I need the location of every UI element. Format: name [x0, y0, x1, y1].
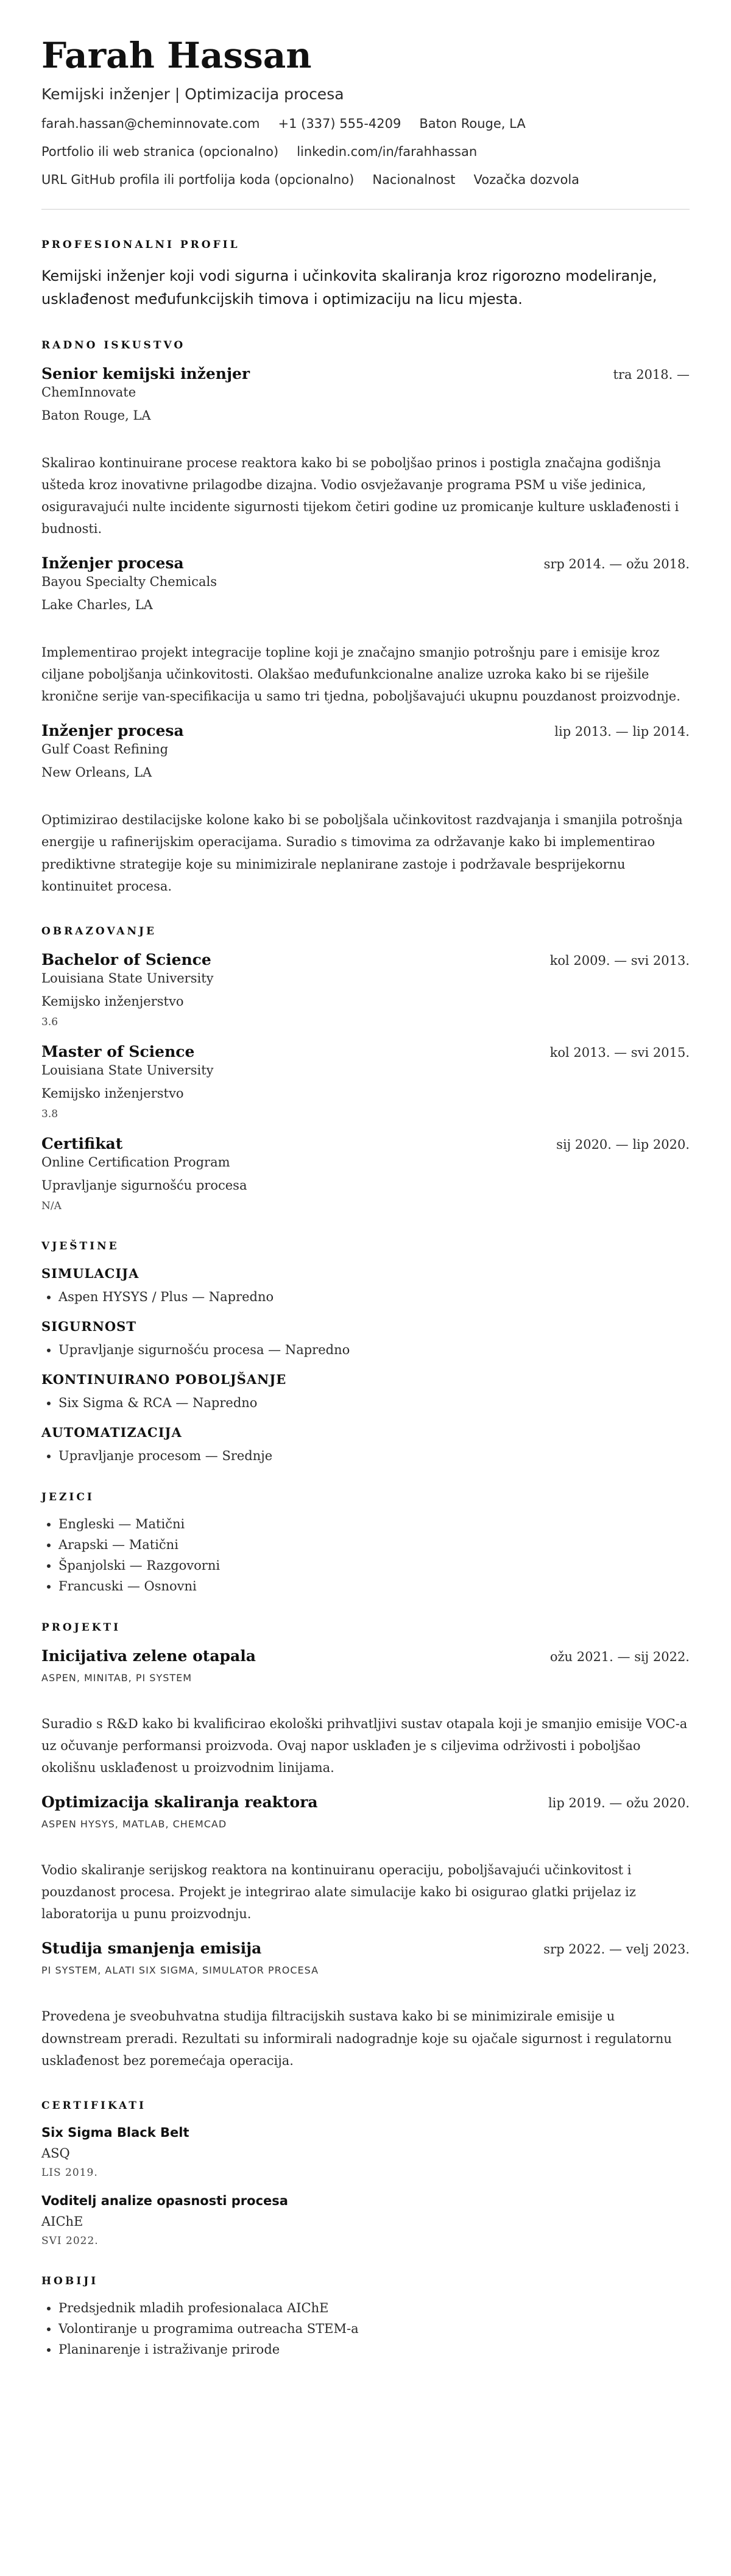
certificate-date: LIS 2019.: [41, 2166, 98, 2179]
skill-item: • Six Sigma & RCA — Napredno: [58, 1396, 690, 1410]
skill-category: AUTOMATIZACIJA: [41, 1424, 182, 1440]
degree-title: Certifikat: [41, 1134, 123, 1152]
job-dates: lip 2013. — lip 2014.: [554, 724, 690, 739]
degree-school: Online Certification Program: [41, 1154, 230, 1170]
job-description: Skalirao kontinuirane procese reaktora kako bi se poboljšao prinos i postigla značajna godišnja ušteda kroz inovativne prilagodbe dizajna. Vodio osvježavanje programa PSM u više jedinica, osiguravajući nulte incidente sigurnosti tijekom četiri godine uz promicanje kulture usklađenosti i budnosti.: [41, 455, 679, 536]
certificates-section: [41, 2100, 690, 2247]
project-dates: lip 2019. — ožu 2020.: [548, 1796, 690, 1811]
profile-section: [41, 239, 690, 311]
language-item: • Španjolski — Razgovorni: [58, 1558, 690, 1573]
project-tech: ASPEN, MINITAB, PI SYSTEM: [41, 1671, 192, 1684]
degree-field: Upravljanje sigurnošću procesa: [41, 1177, 247, 1193]
certificate-date: SVI 2022.: [41, 2234, 99, 2247]
profile-section-title: PROFESIONALNI PROFIL: [41, 238, 240, 251]
contact-location: Baton Rouge, LA: [419, 116, 526, 131]
hobby-list: [41, 2301, 690, 2357]
language-list: [41, 1517, 690, 1593]
project-tech: PI SYSTEM, ALATI SIX SIGMA, SIMULATOR PROCESA: [41, 1964, 319, 1977]
job-company: ChemInnovate: [41, 384, 136, 400]
contact-nationality: Nacionalnost: [372, 172, 456, 187]
contact-linkedin[interactable]: linkedin.com/in/farahhassan: [297, 144, 478, 159]
project-name: Studija smanjenja emisija: [41, 1939, 262, 1958]
degree-gpa: 3.8: [41, 1107, 58, 1120]
experience-section: [41, 339, 690, 897]
certificates-section-title: CERTIFIKATI: [41, 2099, 146, 2112]
project-description: Vodio skaliranje serijskog reaktora na kontinuiranu operaciju, poboljšavajući učinkovitost i pouzdanost procesa. Projekt je integrirao alate simulacije kako bi osigurao glatki prijelaz iz laboratorija u punu proizvodnju.: [41, 1863, 636, 1922]
certificate-issuer: ASQ: [41, 2145, 70, 2161]
skill-item: • Upravljanje sigurnošću procesa — Napredno: [58, 1343, 690, 1357]
degree-title: Master of Science: [41, 1042, 195, 1060]
job-dates: tra 2018. —: [613, 367, 690, 382]
education-entry: [41, 1135, 690, 1212]
experience-entry: [41, 722, 690, 897]
skills-section: [41, 1240, 690, 1463]
languages-section: [41, 1491, 690, 1593]
certificate-entry: [41, 2193, 690, 2247]
project-description: Suradio s R&D kako bi kvalificirao ekološki prihvatljivi sustav otapala koji je smanjio emisije VOC-a uz očuvanje performansi proizvoda. Ovaj napor usklađen je s ciljevima održivosti i poboljšao okolišnu usklađenost u proizvodnim linijama.: [41, 1716, 688, 1775]
project-dates: ožu 2021. — sij 2022.: [549, 1649, 690, 1664]
certificate-name: Six Sigma Black Belt: [41, 2125, 189, 2140]
project-tech: ASPEN HYSYS, MATLAB, CHEMCAD: [41, 1818, 227, 1830]
education-entry: [41, 1043, 690, 1120]
skill-list: [41, 1396, 690, 1410]
education-section-title: OBRAZOVANJE: [41, 925, 157, 937]
hobby-item: • Planinarenje i istraživanje prirode: [58, 2342, 690, 2357]
contact-drivers-license: Vozačka dozvola: [473, 172, 580, 187]
job-company: Gulf Coast Refining: [41, 742, 169, 757]
contact-row-extra: [41, 172, 690, 187]
degree-gpa: N/A: [41, 1199, 62, 1212]
job-description: Implementirao projekt integracije topline koji je značajno smanjio potrošnju pare i emisije kroz ciljane poboljšanja učinkovitosti. Olakšao međufunkcionalne analize uzroka kako bi se riješile kronične serije van-specifikacija u samo tri tjedna, poboljšavajući ukupnu pouzdanost proizvodnje.: [41, 645, 680, 704]
projects-section-title: PROJEKTI: [41, 1621, 121, 1634]
skill-list: [41, 1343, 690, 1357]
education-entry: [41, 951, 690, 1028]
contact-portfolio[interactable]: Portfolio ili web stranica (opcionalno): [41, 144, 279, 159]
contact-email[interactable]: farah.hassan@cheminnovate.com: [41, 116, 260, 131]
job-title: Senior kemijski inženjer: [41, 364, 250, 383]
contact-github[interactable]: URL GitHub profila ili portfolija koda (opcionalno): [41, 172, 355, 187]
degree-field: Kemijsko inženjerstvo: [41, 1085, 184, 1101]
job-description: Optimizirao destilacijske kolone kako bi se poboljšala učinkovitost razdvajanja i smanjila potrošnja energije u rafinerijskim operacijama. Suradio s timovima za održavanje kako bi implementirao prediktivne strategije koje su minimizirale neplanirane zastoje i podržavale besprijekornu kontinuitet procesa.: [41, 813, 683, 894]
degree-dates: kol 2009. — svi 2013.: [549, 953, 690, 968]
degree-dates: sij 2020. — lip 2020.: [556, 1137, 690, 1152]
hobby-item: • Predsjednik mladih profesionalaca AIChE: [58, 2301, 690, 2315]
job-company: Bayou Specialty Chemicals: [41, 574, 217, 590]
experience-entry: [41, 365, 690, 540]
hobbies-section-title: HOBIJI: [41, 2274, 99, 2287]
certificate-issuer: AIChE: [41, 2214, 83, 2229]
skill-item: • Aspen HYSYS / Plus — Napredno: [58, 1290, 690, 1304]
language-item: • Francuski — Osnovni: [58, 1579, 690, 1593]
projects-section: [41, 1621, 690, 2072]
skill-list: [41, 1290, 690, 1304]
degree-school: Louisiana State University: [41, 1062, 214, 1078]
job-location: Baton Rouge, LA: [41, 408, 151, 423]
skills-section-title: VJEŠTINE: [41, 1240, 119, 1252]
skill-category: KONTINUIRANO POBOLJŠANJE: [41, 1371, 287, 1387]
degree-field: Kemijsko inženjerstvo: [41, 993, 184, 1009]
project-name: Optimizacija skaliranja reaktora: [41, 1793, 318, 1812]
header-divider: [41, 209, 690, 210]
project-name: Inicijativa zelene otapala: [41, 1646, 256, 1665]
job-location: New Orleans, LA: [41, 765, 152, 780]
project-entry: [41, 1793, 690, 1925]
project-entry: [41, 1939, 690, 2071]
certificate-entry: [41, 2125, 690, 2179]
skill-list: [41, 1449, 690, 1463]
language-item: • Engleski — Matični: [58, 1517, 690, 1531]
experience-section-title: RADNO ISKUSTVO: [41, 339, 186, 351]
skill-category: SIMULACIJA: [41, 1265, 139, 1281]
hobby-item: • Volontiranje u programima outreacha STEM-a: [58, 2321, 690, 2336]
degree-school: Louisiana State University: [41, 970, 214, 986]
education-section: [41, 925, 690, 1212]
candidate-tagline: Kemijski inženjer | Optimizacija procesa: [41, 85, 344, 103]
job-title: Inženjer procesa: [41, 554, 184, 573]
degree-title: Bachelor of Science: [41, 950, 211, 969]
experience-entry: [41, 554, 690, 707]
job-dates: srp 2014. — ožu 2018.: [543, 557, 690, 572]
project-dates: srp 2022. — velj 2023.: [543, 1942, 690, 1957]
languages-section-title: JEZICI: [41, 1491, 94, 1503]
degree-gpa: 3.6: [41, 1015, 58, 1028]
skill-item: • Upravljanje procesom — Srednje: [58, 1449, 690, 1463]
resume-header: [41, 37, 690, 187]
certificate-name: Voditelj analize opasnosti procesa: [41, 2193, 288, 2208]
skill-category: SIGURNOST: [41, 1318, 136, 1334]
profile-summary: Kemijski inženjer koji vodi sigurna i učinkovita skaliranja kroz rigorozno modeliranje, usklađenost međufunkcijskih timova i optimizaciju na licu mjesta.: [41, 267, 657, 308]
project-description: Provedena je sveobuhvatna studija filtracijskih sustava kako bi se minimizirale emisije u downstream preradi. Rezultati su informirali nadogradnje koje su ojačale sigurnost i regulatornu usklađenost bez poremećaja operacija.: [41, 2009, 672, 2068]
job-title: Inženjer procesa: [41, 722, 184, 740]
contact-row-primary: [41, 116, 690, 131]
project-entry: [41, 1647, 690, 1779]
contact-row-links: [41, 144, 690, 159]
degree-dates: kol 2013. — svi 2015.: [549, 1045, 690, 1060]
job-location: Lake Charles, LA: [41, 598, 153, 613]
candidate-name: Farah Hassan: [41, 35, 312, 76]
hobbies-section: [41, 2275, 690, 2357]
language-item: • Arapski — Matični: [58, 1537, 690, 1552]
contact-phone[interactable]: +1 (337) 555-4209: [278, 116, 401, 131]
